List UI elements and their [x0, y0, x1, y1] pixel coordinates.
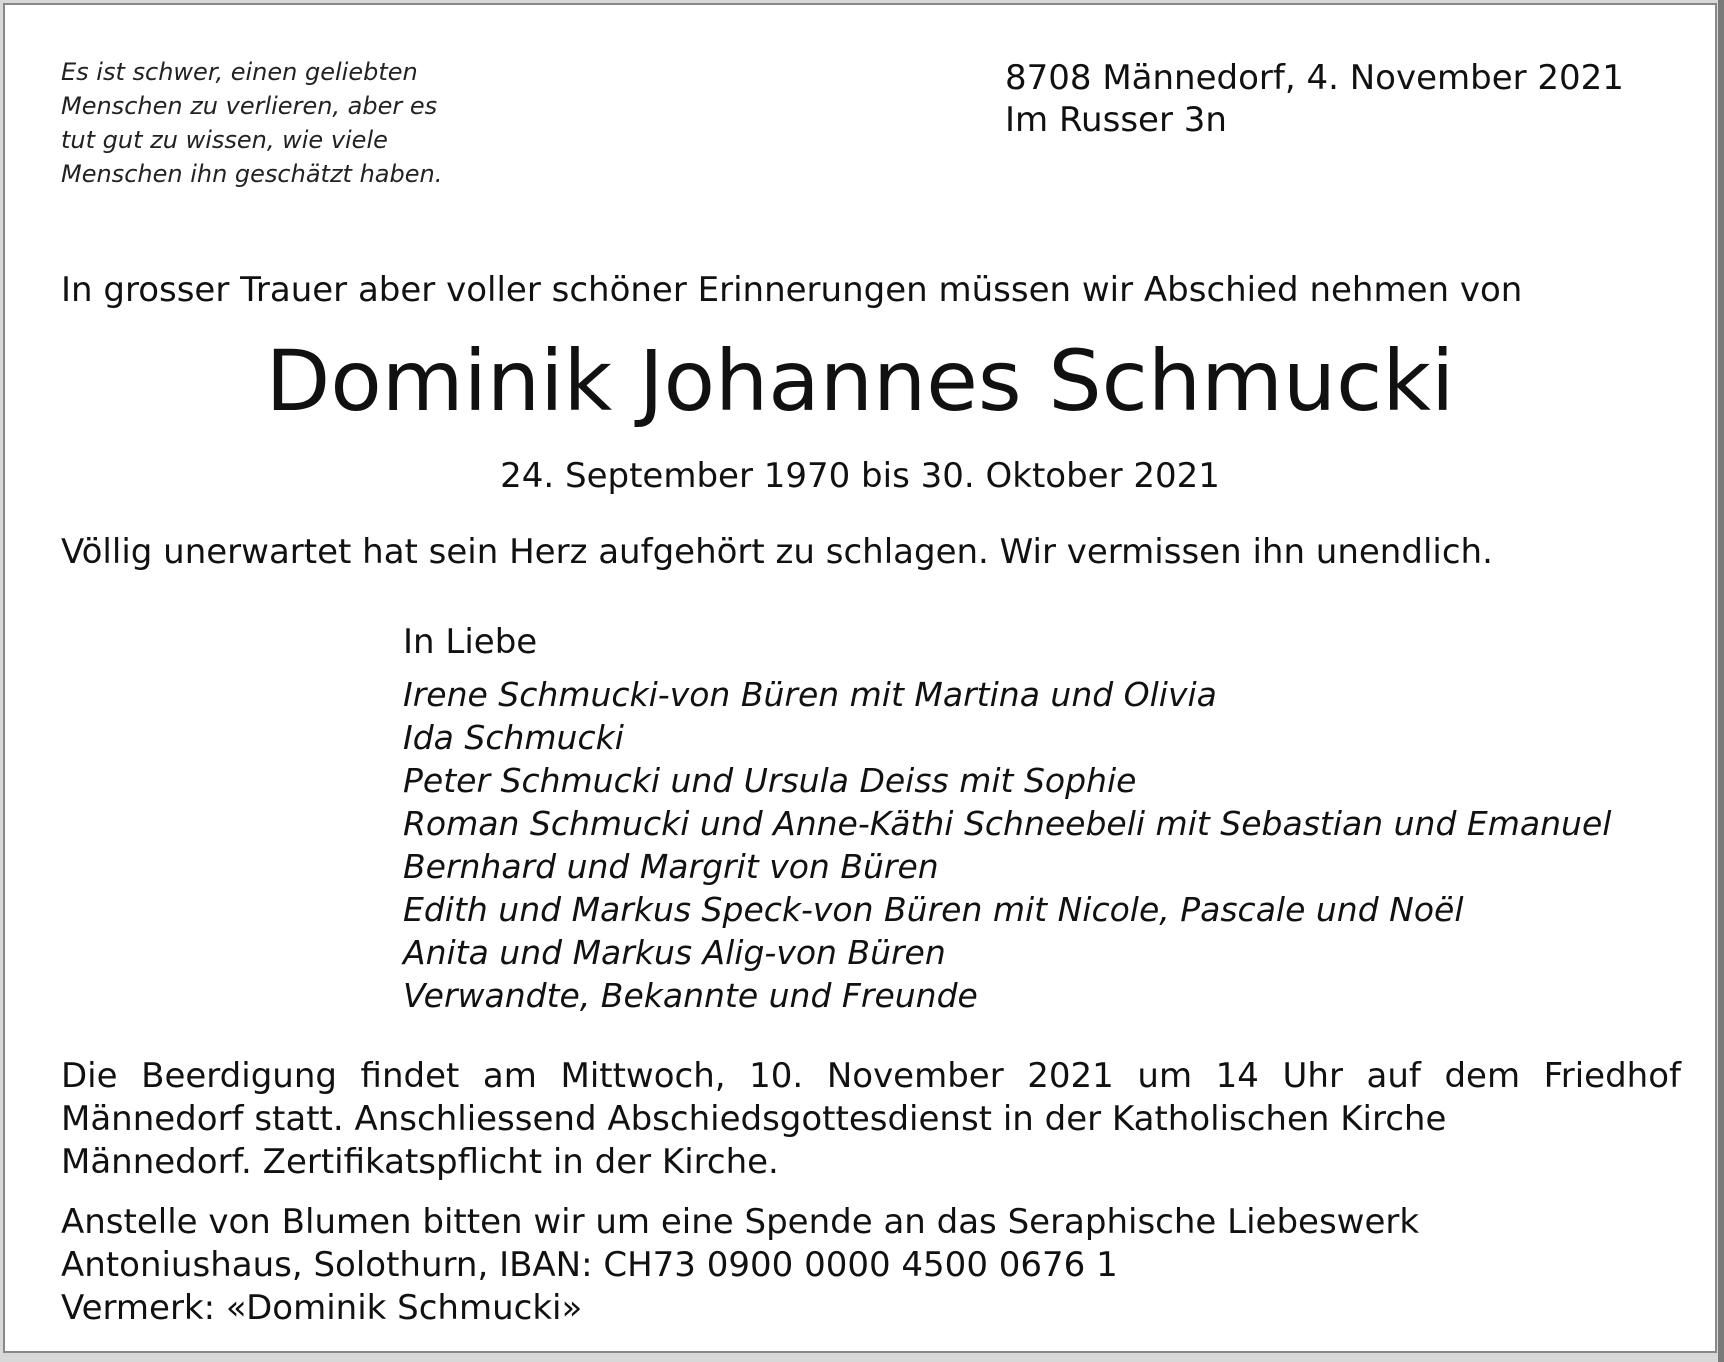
- window-edge: [1718, 0, 1724, 1362]
- mourners-heading: In Liebe: [403, 622, 538, 662]
- donation-info: [61, 1201, 1419, 1330]
- funeral-line: Männedorf. Zertifikatspflicht in der Kirche.: [61, 1142, 779, 1182]
- donation-line: Antoniushaus, Solothurn, IBAN: CH73 0900 0000 4500 0676 1: [61, 1245, 1118, 1285]
- city-date: 8708 Männedorf, 4. November 2021: [1005, 58, 1624, 98]
- mourner-name: Roman Schmucki und Anne-Käthi Schneebeli mit Sebastian und Emanuel: [403, 804, 1612, 843]
- place-and-date: [1005, 57, 1624, 141]
- mourners-list: [403, 621, 1611, 1017]
- mourner-name: Edith und Markus Speck-von Büren mit Nicole, Pascale und Noël: [403, 890, 1464, 929]
- obituary-notice: [3, 3, 1717, 1353]
- intro-text: In grosser Trauer aber voller schöner Erinnerungen müssen wir Abschied nehmen von: [61, 270, 1523, 310]
- donation-line: Vermerk: «Dominik Schmucki»: [61, 1288, 583, 1328]
- motto-quote: [61, 55, 442, 191]
- funeral-info: [61, 1055, 1681, 1184]
- mourner-name: Bernhard und Margrit von Büren: [403, 847, 939, 886]
- motto-line: Menschen zu verlieren, aber es: [61, 92, 438, 120]
- mourner-name: Irene Schmucki-von Büren mit Martina und Olivia: [403, 675, 1217, 714]
- mourner-name: Anita und Markus Alig-von Büren: [403, 933, 946, 972]
- donation-line: Anstelle von Blumen bitten wir um eine Spende an das Seraphische Liebeswerk: [61, 1202, 1420, 1242]
- deceased-name: Dominik Johannes Schmucki: [265, 332, 1455, 430]
- funeral-line: Männedorf statt. Anschliessend Abschiedsgottesdienst in der Katholischen Kirche: [61, 1099, 1447, 1139]
- mourner-name: Ida Schmucki: [403, 718, 624, 757]
- street-address: Im Russer 3n: [1005, 100, 1227, 140]
- farewell-sentence: Völlig unerwartet hat sein Herz aufgehört zu schlagen. Wir vermissen ihn unendlich.: [61, 532, 1493, 572]
- motto-line: Es ist schwer, einen geliebten: [61, 58, 418, 86]
- mourner-name: Peter Schmucki und Ursula Deiss mit Sophie: [403, 761, 1137, 800]
- life-dates: 24. September 1970 bis 30. Oktober 2021: [500, 456, 1220, 496]
- mourner-name: Verwandte, Bekannte und Freunde: [403, 976, 978, 1015]
- motto-line: Menschen ihn geschätzt haben.: [61, 160, 443, 188]
- funeral-line: Die Beerdigung findet am Mittwoch, 10. November 2021 um 14 Uhr auf dem Friedhof: [61, 1056, 1681, 1096]
- motto-line: tut gut zu wissen, wie viele: [61, 126, 388, 154]
